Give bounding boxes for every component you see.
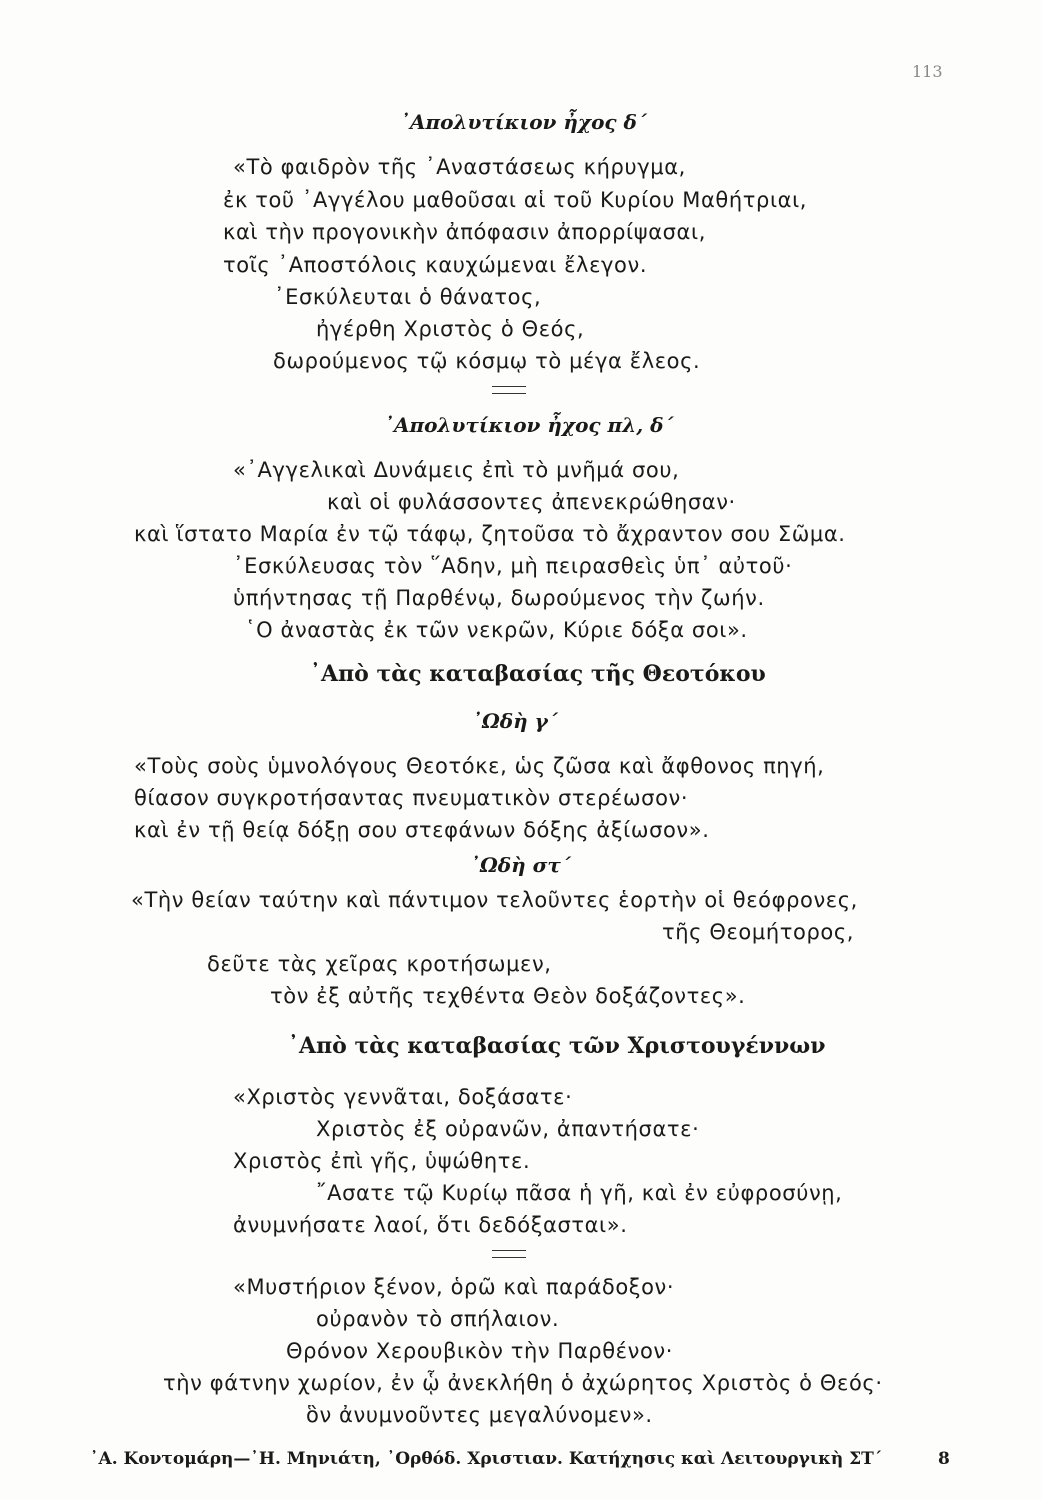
text-line: ῾Ο ἀναστὰς ἐκ τῶν νεκρῶν, Κύριε δόξα σοι».	[245, 618, 748, 642]
text-line: ὃν ἀνυμνοῦντες μεγαλύνομεν».	[306, 1403, 653, 1427]
text-line: «᾿Αγγελικαὶ Δυνάμεις ἐπὶ τὸ μνῆμά σου,	[233, 458, 680, 482]
text-line: τὸν ἐξ αὐτῆς τεχθέντα Θεὸν δοξάζοντες».	[270, 984, 746, 1008]
text-line: ἠγέρθη Χριστὸς ὁ Θεός,	[316, 317, 585, 341]
text-line: ἀνυμνήσατε λαοί, ὅτι δεδόξασται».	[233, 1213, 628, 1237]
text-line: δεῦτε τὰς χεῖρας κροτήσωμεν,	[207, 952, 552, 976]
text-line: Χριστὸς ἐξ οὐρανῶν, ἀπαντήσατε·	[316, 1117, 700, 1141]
text-line: ῎Ασατε τῷ Κυρίῳ πᾶσα ἡ γῆ, καὶ ἐν εὐφροσύνῃ,	[316, 1181, 843, 1205]
ode-heading: ᾿Ωδὴ γ΄	[472, 709, 558, 733]
separator	[492, 386, 526, 394]
text-line: ἐκ τοῦ ᾿Αγγέλου μαθοῦσαι αἱ τοῦ Κυρίου Μαθήτριαι,	[223, 188, 808, 212]
section-heading: ᾿Απολυτίκιον ἦχος πλ, δ΄	[384, 413, 674, 437]
section-heading: ᾿Απὸ τὰς καταβασίας τῆς Θεοτόκου	[310, 661, 766, 687]
text-line: τοῖς ᾿Αποστόλοις καυχώμεναι ἔλεγον.	[223, 253, 648, 277]
footer-citation: ᾿Α. Κοντομάρη—᾿Η. Μηνιάτη, ᾿Ορθόδ. Χριστιαν. Κατήχησις καὶ Λειτουργικὴ ΣΤ΄	[90, 1449, 883, 1469]
text-line: «Τοὺς σοὺς ὑμνολόγους Θεοτόκε, ὡς ζῶσα καὶ ἄφθονος πηγή,	[134, 754, 825, 778]
text-line: τὴν φάτνην χωρίον, ἐν ᾧ ἀνεκλήθη ὁ ἀχώρητος Χριστὸς ὁ Θεός·	[163, 1371, 883, 1395]
text-line: καὶ οἱ φυλάσσοντες ἀπενεκρώθησαν·	[327, 490, 736, 514]
section-heading: ᾿Απὸ τὰς καταβασίας τῶν Χριστουγέννων	[288, 1033, 826, 1059]
text-line: θίασον συγκροτήσαντας πνευματικὸν στερέωσον·	[134, 786, 689, 810]
text-line: ᾿Εσκύλευσας τὸν ῞Αδην, μὴ πειρασθεὶς ὑπ᾿ αὐτοῦ·	[233, 554, 793, 578]
text-line: «Χριστὸς γεννᾶται, δοξάσατε·	[233, 1085, 573, 1109]
text-line: Θρόνον Χερουβικὸν τὴν Παρθένον·	[286, 1339, 674, 1363]
text-line: Χριστὸς ἐπὶ γῆς, ὑψώθητε.	[233, 1149, 531, 1173]
text-line: «Τὸ φαιδρὸν τῆς ᾿Αναστάσεως κήρυγμα,	[233, 155, 686, 179]
text-line: δωρούμενος τῷ κόσμῳ τὸ μέγα ἔλεος.	[273, 349, 701, 373]
page-number: 113	[912, 62, 943, 81]
text-line: τῆς Θεομήτορος,	[662, 920, 855, 944]
text-line: ὑπήντησας τῇ Παρθένῳ, δωρούμενος τὴν ζωήν.	[233, 586, 765, 610]
text-line: «Τὴν θείαν ταύτην καὶ πάντιμον τελοῦντες ἑορτὴν οἱ θεόφρονες,	[131, 888, 858, 912]
text-line: «Μυστήριον ξένον, ὁρῶ καὶ παράδοξον·	[233, 1275, 675, 1299]
text-line: καὶ τὴν προγονικὴν ἀπόφασιν ἀπορρίψασαι,	[223, 220, 706, 244]
text-line: οὐρανὸν τὸ σπήλαιον.	[316, 1307, 560, 1331]
text-line: ᾿Εσκύλευται ὁ θάνατος,	[274, 285, 542, 309]
text-line: καὶ ἐν τῇ θείᾳ δόξῃ σου στεφάνων δόξης ἀξίωσον».	[134, 818, 710, 842]
ode-heading: ᾿Ωδὴ στ΄	[470, 853, 571, 877]
signature-mark: 8	[938, 1449, 950, 1469]
section-heading: ᾿Απολυτίκιον ἦχος δ΄	[400, 110, 647, 134]
text-line: καὶ ἵστατο Μαρία ἐν τῷ τάφῳ, ζητοῦσα τὸ ἄχραντον σου Σῶμα.	[134, 522, 846, 546]
separator	[492, 1250, 526, 1258]
